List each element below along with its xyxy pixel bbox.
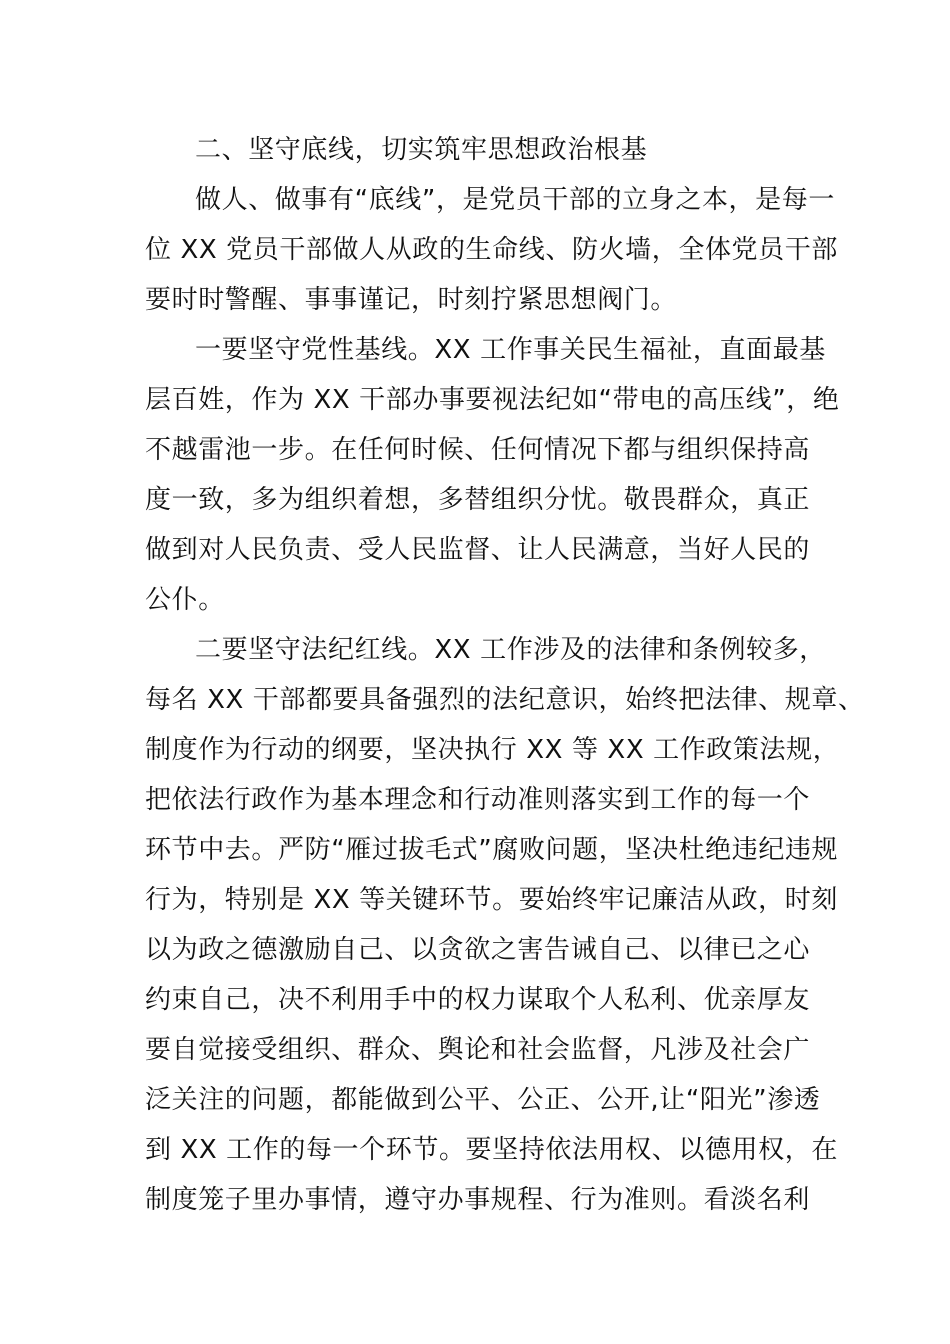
paragraph-line: 以为政之德激励自己、以贪欲之害告诫自己、以律已之心: [145, 935, 811, 965]
paragraph-line: 公仆。: [145, 585, 225, 615]
paragraph-line: 制度笼子里办事情，遵守办事规程、行为准则。看淡名利: [145, 1185, 811, 1215]
paragraph-line: 做人、做事有“底线”，是党员干部的立身之本，是每一: [195, 185, 835, 215]
paragraph-line: 位 XX 党员干部做人从政的生命线、防火墙，全体党员干部: [145, 235, 838, 265]
paragraph-line: 度一致，多为组织着想，多替组织分忧。敬畏群众，真正: [145, 485, 811, 515]
paragraph-line: 做到对人民负责、受人民监督、让人民满意，当好人民的: [145, 535, 811, 565]
paragraph-line: 二要坚守法纪红线。XX 工作涉及的法律和条例较多，: [195, 635, 826, 665]
paragraph-line: 行为，特别是 XX 等关键环节。要始终牢记廉洁从政，时刻: [145, 885, 838, 915]
paragraph-line: 每名 XX 干部都要具备强烈的法纪意识，始终把法律、规章、: [145, 685, 865, 715]
section-heading: 二、坚守底线，切实筑牢思想政治根基: [195, 135, 648, 165]
paragraph-line: 泛关注的问题，都能做到公平、公正、公开,让“阳光”渗透: [145, 1085, 821, 1115]
paragraph-line: 层百姓，作为 XX 干部办事要视法纪如“带电的高压线”，绝: [145, 385, 840, 415]
paragraph-line: 到 XX 工作的每一个环节。要坚持依法用权、以德用权，在: [145, 1135, 838, 1165]
paragraph-line: 环节中去。严防“雁过拔毛式”腐败问题，坚决杜绝违纪违规: [145, 835, 839, 865]
paragraph-line: 制度作为行动的纲要，坚决执行 XX 等 XX 工作政策法规，: [145, 735, 840, 765]
paragraph-line: 要时时警醒、事事谨记，时刻拧紧思想阀门。: [145, 285, 678, 315]
paragraph-line: 约束自己，决不利用手中的权力谋取个人私利、优亲厚友: [145, 985, 811, 1015]
paragraph-line: 一要坚守党性基线。XX 工作事关民生福祉，直面最基: [195, 335, 826, 365]
paragraph-line: 不越雷池一步。在任何时候、任何情况下都与组织保持高: [145, 435, 811, 465]
paragraph-line: 要自觉接受组织、群众、舆论和社会监督，凡涉及社会广: [145, 1035, 811, 1065]
paragraph-line: 把依法行政作为基本理念和行动准则落实到工作的每一个: [145, 785, 811, 815]
